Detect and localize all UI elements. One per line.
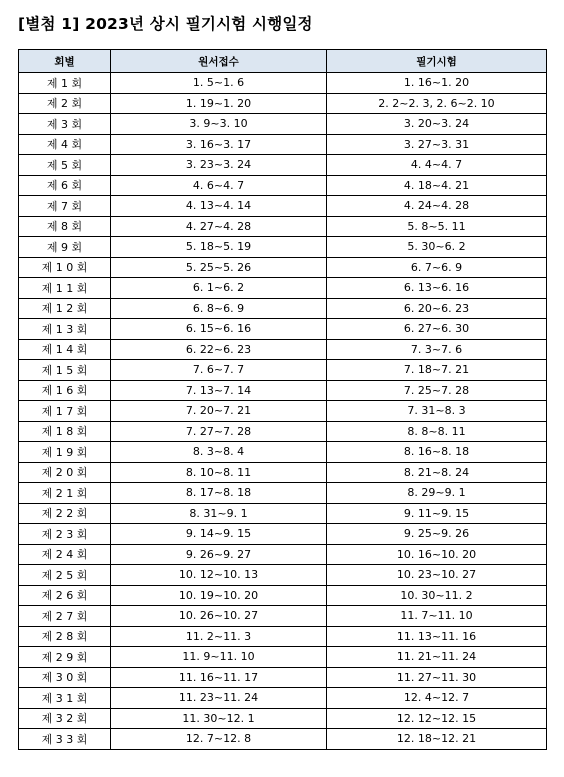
round-cell: 제 1 회 [19,73,111,94]
round-cell: 제 2 0 회 [19,462,111,483]
application-period-cell: 11. 2~11. 3 [111,626,327,647]
written-exam-period-cell: 11. 7~11. 10 [327,606,547,627]
table-row [19,155,547,176]
table-row [19,196,547,217]
table-row [19,73,547,94]
application-period-cell: 9. 14~9. 15 [111,524,327,545]
table-row [19,216,547,237]
written-exam-period-cell: 8. 29~9. 1 [327,483,547,504]
table-header-row [19,50,547,73]
round-cell: 제 2 2 회 [19,503,111,524]
table-row [19,606,547,627]
round-cell: 제 1 0 회 [19,257,111,278]
table-row [19,462,547,483]
written-exam-period-cell: 5. 30~6. 2 [327,237,547,258]
written-exam-period-cell: 4. 18~4. 21 [327,175,547,196]
table-row [19,360,547,381]
application-period-cell: 11. 23~11. 24 [111,688,327,709]
application-period-cell: 8. 3~8. 4 [111,442,327,463]
application-period-cell: 12. 7~12. 8 [111,729,327,750]
written-exam-period-cell: 10. 16~10. 20 [327,544,547,565]
application-period-cell: 6. 1~6. 2 [111,278,327,299]
round-cell: 제 2 9 회 [19,647,111,668]
header-written-exam-period: 필기시험 [327,50,547,73]
round-cell: 제 2 8 회 [19,626,111,647]
round-cell: 제 3 3 회 [19,729,111,750]
written-exam-period-cell: 8. 21~8. 24 [327,462,547,483]
written-exam-period-cell: 1. 16~1. 20 [327,73,547,94]
written-exam-period-cell: 7. 3~7. 6 [327,339,547,360]
round-cell: 제 2 6 회 [19,585,111,606]
application-period-cell: 5. 18~5. 19 [111,237,327,258]
round-cell: 제 4 회 [19,134,111,155]
round-cell: 제 2 1 회 [19,483,111,504]
application-period-cell: 8. 31~9. 1 [111,503,327,524]
application-period-cell: 8. 17~8. 18 [111,483,327,504]
written-exam-period-cell: 12. 4~12. 7 [327,688,547,709]
round-cell: 제 5 회 [19,155,111,176]
application-period-cell: 11. 9~11. 10 [111,647,327,668]
table-row [19,278,547,299]
round-cell: 제 1 9 회 [19,442,111,463]
written-exam-period-cell: 6. 27~6. 30 [327,319,547,340]
round-cell: 제 2 3 회 [19,524,111,545]
round-cell: 제 9 회 [19,237,111,258]
table-row [19,565,547,586]
round-cell: 제 3 회 [19,114,111,135]
table-row [19,524,547,545]
written-exam-period-cell: 11. 27~11. 30 [327,667,547,688]
round-cell: 제 3 1 회 [19,688,111,709]
written-exam-period-cell: 5. 8~5. 11 [327,216,547,237]
round-cell: 제 3 2 회 [19,708,111,729]
round-cell: 제 2 5 회 [19,565,111,586]
table-row [19,421,547,442]
application-period-cell: 5. 25~5. 26 [111,257,327,278]
table-row [19,134,547,155]
round-cell: 제 1 8 회 [19,421,111,442]
application-period-cell: 6. 22~6. 23 [111,339,327,360]
table-row [19,114,547,135]
written-exam-period-cell: 11. 21~11. 24 [327,647,547,668]
table-row [19,585,547,606]
header-round: 회별 [19,50,111,73]
table-row [19,401,547,422]
written-exam-period-cell: 10. 23~10. 27 [327,565,547,586]
application-period-cell: 3. 23~3. 24 [111,155,327,176]
round-cell: 제 7 회 [19,196,111,217]
application-period-cell: 1. 5~1. 6 [111,73,327,94]
table-row [19,442,547,463]
round-cell: 제 1 2 회 [19,298,111,319]
written-exam-period-cell: 11. 13~11. 16 [327,626,547,647]
written-exam-period-cell: 7. 25~7. 28 [327,380,547,401]
application-period-cell: 7. 13~7. 14 [111,380,327,401]
table-row [19,380,547,401]
written-exam-period-cell: 8. 16~8. 18 [327,442,547,463]
written-exam-period-cell: 10. 30~11. 2 [327,585,547,606]
application-period-cell: 8. 10~8. 11 [111,462,327,483]
application-period-cell: 9. 26~9. 27 [111,544,327,565]
table-row [19,647,547,668]
written-exam-period-cell: 4. 24~4. 28 [327,196,547,217]
application-period-cell: 6. 15~6. 16 [111,319,327,340]
written-exam-period-cell: 12. 12~12. 15 [327,708,547,729]
application-period-cell: 3. 16~3. 17 [111,134,327,155]
table-row [19,175,547,196]
round-cell: 제 1 3 회 [19,319,111,340]
written-exam-period-cell: 8. 8~8. 11 [327,421,547,442]
application-period-cell: 7. 27~7. 28 [111,421,327,442]
table-row [19,544,547,565]
round-cell: 제 6 회 [19,175,111,196]
application-period-cell: 3. 9~3. 10 [111,114,327,135]
round-cell: 제 2 4 회 [19,544,111,565]
application-period-cell: 11. 30~12. 1 [111,708,327,729]
table-row [19,688,547,709]
table-row [19,237,547,258]
application-period-cell: 4. 27~4. 28 [111,216,327,237]
written-exam-period-cell: 12. 18~12. 21 [327,729,547,750]
written-exam-period-cell: 3. 27~3. 31 [327,134,547,155]
table-row [19,483,547,504]
written-exam-period-cell: 7. 18~7. 21 [327,360,547,381]
table-row [19,626,547,647]
table-row [19,729,547,750]
table-row [19,503,547,524]
application-period-cell: 7. 20~7. 21 [111,401,327,422]
written-exam-period-cell: 6. 7~6. 9 [327,257,547,278]
round-cell: 제 1 6 회 [19,380,111,401]
table-row [19,319,547,340]
round-cell: 제 1 1 회 [19,278,111,299]
round-cell: 제 2 7 회 [19,606,111,627]
exam-schedule-table [18,49,547,750]
round-cell: 제 3 0 회 [19,667,111,688]
table-row [19,339,547,360]
header-application-period: 원서접수 [111,50,327,73]
round-cell: 제 8 회 [19,216,111,237]
written-exam-period-cell: 6. 20~6. 23 [327,298,547,319]
table-row [19,93,547,114]
application-period-cell: 11. 16~11. 17 [111,667,327,688]
round-cell: 제 2 회 [19,93,111,114]
table-row [19,667,547,688]
application-period-cell: 7. 6~7. 7 [111,360,327,381]
application-period-cell: 10. 12~10. 13 [111,565,327,586]
table-row [19,298,547,319]
application-period-cell: 4. 6~4. 7 [111,175,327,196]
application-period-cell: 6. 8~6. 9 [111,298,327,319]
round-cell: 제 1 7 회 [19,401,111,422]
application-period-cell: 4. 13~4. 14 [111,196,327,217]
written-exam-period-cell: 9. 25~9. 26 [327,524,547,545]
written-exam-period-cell: 6. 13~6. 16 [327,278,547,299]
application-period-cell: 10. 26~10. 27 [111,606,327,627]
application-period-cell: 10. 19~10. 20 [111,585,327,606]
application-period-cell: 1. 19~1. 20 [111,93,327,114]
written-exam-period-cell: 9. 11~9. 15 [327,503,547,524]
table-row [19,708,547,729]
round-cell: 제 1 5 회 [19,360,111,381]
table-row [19,257,547,278]
table-body [19,73,547,750]
written-exam-period-cell: 7. 31~8. 3 [327,401,547,422]
written-exam-period-cell: 3. 20~3. 24 [327,114,547,135]
written-exam-period-cell: 4. 4~4. 7 [327,155,547,176]
round-cell: 제 1 4 회 [19,339,111,360]
page-title: [별첨 1] 2023년 상시 필기시험 시행일정 [18,15,313,33]
written-exam-period-cell: 2. 2~2. 3, 2. 6~2. 10 [327,93,547,114]
